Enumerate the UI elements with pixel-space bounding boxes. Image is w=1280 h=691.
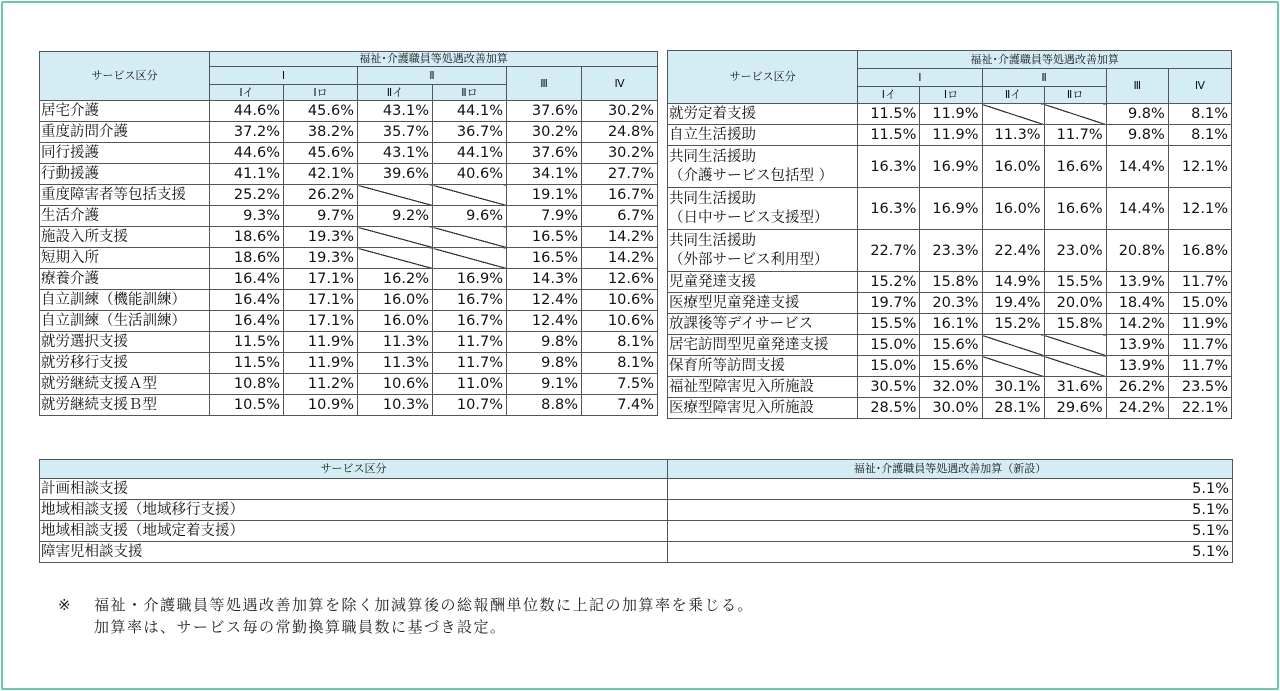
rate-cell: 16.3% — [858, 146, 920, 188]
table-row — [40, 122, 658, 143]
rate-cell: 11.9% — [284, 332, 358, 353]
rate-cell: 16.8% — [1168, 230, 1231, 272]
rate-cell: 40.6% — [433, 164, 507, 185]
rate-cell: 28.5% — [858, 398, 920, 419]
rate-cell: 12.1% — [1168, 188, 1231, 230]
service-name-line-2: （日中サービス支援型） — [669, 209, 829, 226]
not-applicable-cell — [982, 335, 1044, 356]
rate-cell: 43.1% — [358, 101, 433, 122]
rate-cell: 18.6% — [210, 227, 284, 248]
service-name-line: 自立訓練（生活訓練） — [41, 313, 186, 329]
service-name-line: 就労継続支援Ｂ型 — [41, 397, 157, 413]
rate-cell: 37.2% — [210, 122, 284, 143]
header-II-i: Ⅱイ — [358, 85, 433, 101]
rate-cell: 10.9% — [284, 395, 358, 416]
rate-cell: 16.6% — [1044, 146, 1106, 188]
rate-cell: 16.1% — [920, 314, 982, 335]
service-name: 計画相談支援 — [40, 479, 668, 500]
service-name-line: 就労選択支援 — [41, 334, 128, 350]
right-rate-table — [667, 50, 1232, 419]
table-row — [668, 377, 1232, 398]
header-I-i: Ⅰイ — [210, 85, 284, 101]
rate-cell: 11.7% — [1044, 125, 1106, 146]
table-row — [40, 500, 1233, 521]
not-applicable-cell — [982, 104, 1044, 125]
header-I-ro: Ⅰロ — [920, 87, 982, 104]
service-name: 地域相談支援（地域定着支援） — [40, 521, 668, 542]
rate-cell: 8.8% — [507, 395, 582, 416]
service-name-line: 同行援護 — [41, 145, 99, 161]
rate-cell: 42.1% — [284, 164, 358, 185]
rate-cell: 16.0% — [982, 188, 1044, 230]
service-name-line: 自立訓練（機能訓練） — [41, 292, 186, 308]
service-name-line: 共同生活援助 — [669, 232, 756, 249]
rate-cell: 8.1% — [1168, 104, 1231, 125]
table-row — [40, 143, 658, 164]
rate-cell: 9.2% — [358, 206, 433, 227]
table-row — [40, 311, 658, 332]
note-mark: ※ — [58, 596, 73, 614]
rate-cell: 16.9% — [433, 269, 507, 290]
rate-cell: 16.4% — [210, 311, 284, 332]
rate-cell: 31.6% — [1044, 377, 1106, 398]
service-name-line: 就労移行支援 — [41, 355, 128, 371]
rate-cell: 16.4% — [210, 269, 284, 290]
rate-cell: 43.1% — [358, 143, 433, 164]
header-I-i: Ⅰイ — [858, 87, 920, 104]
service-name-line: 行動援護 — [41, 166, 99, 182]
service-name-line: 自立生活援助 — [669, 127, 756, 143]
not-applicable-cell — [358, 248, 433, 269]
table-row — [668, 335, 1232, 356]
service-name — [668, 335, 858, 356]
not-applicable-cell — [433, 248, 507, 269]
rate-cell: 17.1% — [284, 269, 358, 290]
rate-cell: 32.0% — [920, 377, 982, 398]
table-row — [668, 356, 1232, 377]
rate-cell: 15.6% — [920, 335, 982, 356]
footnote — [58, 594, 754, 638]
rate-cell: 15.0% — [1168, 293, 1231, 314]
rate-cell: 11.7% — [1168, 356, 1231, 377]
rate-cell: 16.0% — [358, 311, 433, 332]
service-name-line: 生活介護 — [41, 208, 99, 224]
rate-cell: 10.7% — [433, 395, 507, 416]
rate-cell: 14.3% — [507, 269, 582, 290]
rate-cell: 30.5% — [858, 377, 920, 398]
rate-cell: 12.4% — [507, 311, 582, 332]
rate-cell: 17.1% — [284, 311, 358, 332]
service-name — [668, 377, 858, 398]
service-name-line: 共同生活援助 — [669, 190, 756, 207]
rate-cell: 9.8% — [507, 353, 582, 374]
table-row — [668, 146, 1232, 188]
rate-cell: 5.1% — [668, 500, 1233, 521]
service-name — [40, 374, 210, 395]
rate-cell: 39.6% — [358, 164, 433, 185]
service-name — [40, 353, 210, 374]
rate-cell: 45.6% — [284, 143, 358, 164]
rate-cell: 41.1% — [210, 164, 284, 185]
rate-cell: 22.1% — [1168, 398, 1231, 419]
rate-cell: 11.2% — [284, 374, 358, 395]
not-applicable-cell — [1044, 335, 1106, 356]
rate-cell: 20.3% — [920, 293, 982, 314]
service-name — [668, 146, 858, 188]
header-I-ro: Ⅰロ — [284, 85, 358, 101]
rate-cell: 11.5% — [858, 125, 920, 146]
not-applicable-cell — [433, 185, 507, 206]
table-row — [668, 230, 1232, 272]
rate-cell: 22.4% — [982, 230, 1044, 272]
service-name-line: 重度障害者等包括支援 — [41, 187, 186, 203]
service-name — [40, 248, 210, 269]
header-I: Ⅰ — [210, 67, 358, 85]
service-name: 障害児相談支援 — [40, 542, 668, 563]
rate-cell: 5.1% — [668, 542, 1233, 563]
rate-cell: 20.8% — [1106, 230, 1168, 272]
service-name — [40, 269, 210, 290]
rate-cell: 30.1% — [982, 377, 1044, 398]
table-row — [40, 395, 658, 416]
rate-cell: 29.6% — [1044, 398, 1106, 419]
table-row — [40, 479, 1233, 500]
header-kasan: 福祉･介護職員等処遇改善加算 — [858, 51, 1232, 69]
service-name — [668, 293, 858, 314]
rate-cell: 15.0% — [858, 335, 920, 356]
rate-cell: 20.0% — [1044, 293, 1106, 314]
service-name — [40, 311, 210, 332]
rate-cell: 18.6% — [210, 248, 284, 269]
rate-cell: 8.1% — [1168, 125, 1231, 146]
rate-cell: 19.4% — [982, 293, 1044, 314]
service-name — [668, 125, 858, 146]
table-row — [668, 398, 1232, 419]
table-row — [40, 206, 658, 227]
service-name — [40, 332, 210, 353]
service-name — [40, 185, 210, 206]
rate-cell: 44.6% — [210, 101, 284, 122]
rate-cell: 13.9% — [1106, 272, 1168, 293]
rate-cell: 27.7% — [582, 164, 658, 185]
table-row — [668, 272, 1232, 293]
rate-cell: 44.6% — [210, 143, 284, 164]
rate-cell: 9.8% — [1106, 125, 1168, 146]
rate-cell: 37.6% — [507, 143, 582, 164]
header-III: Ⅲ — [507, 67, 582, 101]
consultation-rate-table — [39, 459, 1233, 563]
service-name-line: 短期入所 — [41, 250, 99, 266]
rate-cell: 9.6% — [433, 206, 507, 227]
service-name-line: 児童発達支援 — [669, 274, 756, 290]
rate-cell: 30.2% — [507, 122, 582, 143]
rate-cell: 15.2% — [982, 314, 1044, 335]
header-II: Ⅱ — [358, 67, 507, 85]
rate-cell: 16.5% — [507, 248, 582, 269]
rate-cell: 16.7% — [433, 290, 507, 311]
rate-cell: 13.9% — [1106, 335, 1168, 356]
rate-cell: 14.4% — [1106, 146, 1168, 188]
rate-cell: 13.9% — [1106, 356, 1168, 377]
service-name-line-2: （介護サービス包括型 ） — [669, 167, 834, 184]
service-name-line: 医療型障害児入所施設 — [669, 400, 814, 416]
rate-cell: 16.9% — [920, 146, 982, 188]
header-kasan-new: 福祉･介護職員等処遇改善加算（新設） — [668, 460, 1233, 479]
rate-cell: 34.1% — [507, 164, 582, 185]
rate-cell: 16.5% — [507, 227, 582, 248]
service-name — [40, 101, 210, 122]
table-row — [40, 521, 1233, 542]
table-row — [668, 314, 1232, 335]
rate-cell: 23.3% — [920, 230, 982, 272]
rate-cell: 16.7% — [582, 185, 658, 206]
rate-cell: 30.2% — [582, 101, 658, 122]
rate-cell: 11.7% — [433, 332, 507, 353]
service-name-line: 居宅介護 — [41, 103, 99, 119]
rate-cell: 10.8% — [210, 374, 284, 395]
rate-cell: 16.9% — [920, 188, 982, 230]
rate-cell: 10.6% — [582, 290, 658, 311]
service-name — [668, 230, 858, 272]
service-name-line: 就労継続支援Ａ型 — [41, 376, 157, 392]
rate-cell: 44.1% — [433, 101, 507, 122]
not-applicable-cell — [1044, 356, 1106, 377]
table-row — [40, 269, 658, 290]
not-applicable-cell — [982, 356, 1044, 377]
table-row — [40, 101, 658, 122]
header-II-i: Ⅱイ — [982, 87, 1044, 104]
rate-cell: 10.5% — [210, 395, 284, 416]
table-row — [40, 332, 658, 353]
table-row — [668, 293, 1232, 314]
rate-cell: 8.1% — [582, 353, 658, 374]
rate-cell: 11.5% — [210, 353, 284, 374]
rate-cell: 14.4% — [1106, 188, 1168, 230]
rate-cell: 28.1% — [982, 398, 1044, 419]
rate-cell: 11.7% — [433, 353, 507, 374]
rate-cell: 9.8% — [507, 332, 582, 353]
rate-cell: 5.1% — [668, 479, 1233, 500]
rate-cell: 9.1% — [507, 374, 582, 395]
table-row — [40, 290, 658, 311]
rate-cell: 22.7% — [858, 230, 920, 272]
left-rate-table — [39, 51, 658, 416]
rate-cell: 11.3% — [982, 125, 1044, 146]
rate-cell: 11.3% — [358, 353, 433, 374]
rate-cell: 7.4% — [582, 395, 658, 416]
rate-cell: 12.4% — [507, 290, 582, 311]
rate-cell: 30.2% — [582, 143, 658, 164]
rate-cell: 16.0% — [982, 146, 1044, 188]
rate-cell: 8.1% — [582, 332, 658, 353]
rate-cell: 19.3% — [284, 227, 358, 248]
rate-cell: 5.1% — [668, 521, 1233, 542]
service-name — [668, 272, 858, 293]
service-name-line: 療養介護 — [41, 271, 99, 287]
table-row — [40, 164, 658, 185]
rate-cell: 11.7% — [1168, 272, 1231, 293]
header-III: Ⅲ — [1106, 69, 1168, 104]
rate-cell: 10.6% — [358, 374, 433, 395]
rate-cell: 12.6% — [582, 269, 658, 290]
service-name-line: 福祉型障害児入所施設 — [669, 379, 814, 395]
rate-cell: 44.1% — [433, 143, 507, 164]
service-name: 地域相談支援（地域移行支援） — [40, 500, 668, 521]
service-name — [668, 188, 858, 230]
rate-cell: 6.7% — [582, 206, 658, 227]
rate-cell: 11.7% — [1168, 335, 1231, 356]
service-name — [668, 356, 858, 377]
rate-cell: 15.5% — [1044, 272, 1106, 293]
service-name-line: 医療型児童発達支援 — [669, 295, 800, 311]
rate-cell: 23.5% — [1168, 377, 1231, 398]
rate-cell: 26.2% — [284, 185, 358, 206]
rate-cell: 15.8% — [1044, 314, 1106, 335]
rate-cell: 19.1% — [507, 185, 582, 206]
header-service: サービス区分 — [668, 51, 858, 104]
rate-cell: 45.6% — [284, 101, 358, 122]
rate-cell: 16.4% — [210, 290, 284, 311]
table-row — [40, 374, 658, 395]
header-kasan: 福祉･介護職員等処遇改善加算 — [210, 52, 658, 67]
rate-cell: 15.6% — [920, 356, 982, 377]
service-name-line: 保育所等訪問支援 — [669, 358, 785, 374]
table-row — [40, 542, 1233, 563]
service-name — [40, 122, 210, 143]
rate-cell: 16.2% — [358, 269, 433, 290]
rate-cell: 15.2% — [858, 272, 920, 293]
table-row — [40, 227, 658, 248]
service-name — [40, 164, 210, 185]
rate-cell: 9.7% — [284, 206, 358, 227]
note-line-1: 福祉・介護職員等処遇改善加算を除く加減算後の総報酬単位数に上記の加算率を乗じる。 — [94, 596, 755, 614]
service-name — [668, 314, 858, 335]
rate-cell: 9.8% — [1106, 104, 1168, 125]
note-line-2: 加算率は、サービス毎の常勤換算職員数に基づき設定。 — [94, 618, 507, 636]
not-applicable-cell — [433, 227, 507, 248]
rate-cell: 11.5% — [858, 104, 920, 125]
header-IV: Ⅳ — [582, 67, 658, 101]
rate-cell: 7.5% — [582, 374, 658, 395]
header-service: サービス区分 — [40, 52, 210, 101]
rate-cell: 26.2% — [1106, 377, 1168, 398]
table-row — [40, 248, 658, 269]
rate-cell: 16.6% — [1044, 188, 1106, 230]
rate-cell: 16.3% — [858, 188, 920, 230]
rate-cell: 15.8% — [920, 272, 982, 293]
rate-cell: 11.5% — [210, 332, 284, 353]
rate-cell: 14.2% — [1106, 314, 1168, 335]
rate-cell: 16.7% — [433, 311, 507, 332]
rate-cell: 11.3% — [358, 332, 433, 353]
service-name-line-2: （外部サービス利用型） — [669, 251, 829, 268]
service-name — [40, 290, 210, 311]
table-row — [668, 188, 1232, 230]
service-name — [40, 206, 210, 227]
rate-cell: 7.9% — [507, 206, 582, 227]
rate-cell: 17.1% — [284, 290, 358, 311]
service-name — [40, 227, 210, 248]
service-name — [668, 398, 858, 419]
rate-cell: 35.7% — [358, 122, 433, 143]
rate-cell: 10.3% — [358, 395, 433, 416]
rate-cell: 11.9% — [284, 353, 358, 374]
rate-cell: 25.2% — [210, 185, 284, 206]
rate-cell: 38.2% — [284, 122, 358, 143]
header-IV: Ⅳ — [1168, 69, 1231, 104]
rate-cell: 15.5% — [858, 314, 920, 335]
rate-cell: 30.0% — [920, 398, 982, 419]
rate-cell: 11.9% — [1168, 314, 1231, 335]
not-applicable-cell — [358, 185, 433, 206]
header-I: Ⅰ — [858, 69, 982, 87]
rate-cell: 24.2% — [1106, 398, 1168, 419]
not-applicable-cell — [1044, 104, 1106, 125]
table-row — [668, 125, 1232, 146]
rate-cell: 11.9% — [920, 125, 982, 146]
rate-cell: 11.0% — [433, 374, 507, 395]
rate-cell: 19.3% — [284, 248, 358, 269]
rate-cell: 23.0% — [1044, 230, 1106, 272]
rate-cell: 37.6% — [507, 101, 582, 122]
header-II-ro: Ⅱロ — [1044, 87, 1106, 104]
table-row — [668, 104, 1232, 125]
service-name — [40, 395, 210, 416]
rate-cell: 9.3% — [210, 206, 284, 227]
rate-cell: 12.1% — [1168, 146, 1231, 188]
rate-cell: 36.7% — [433, 122, 507, 143]
rate-cell: 18.4% — [1106, 293, 1168, 314]
service-name-line: 就労定着支援 — [669, 106, 756, 122]
rate-cell: 11.9% — [920, 104, 982, 125]
header-service: サービス区分 — [40, 460, 668, 479]
header-II: Ⅱ — [982, 69, 1106, 87]
rate-cell: 10.6% — [582, 311, 658, 332]
service-name — [668, 104, 858, 125]
service-name-line: 施設入所支援 — [41, 229, 128, 245]
table-row — [40, 185, 658, 206]
header-II-ro: Ⅱロ — [433, 85, 507, 101]
not-applicable-cell — [358, 227, 433, 248]
rate-cell: 24.8% — [582, 122, 658, 143]
service-name-line: 居宅訪問型児童発達支援 — [669, 337, 829, 353]
rate-cell: 15.0% — [858, 356, 920, 377]
service-name-line: 共同生活援助 — [669, 148, 756, 165]
table-row — [40, 353, 658, 374]
rate-cell: 14.2% — [582, 227, 658, 248]
rate-cell: 14.9% — [982, 272, 1044, 293]
service-name — [40, 143, 210, 164]
rate-cell: 16.0% — [358, 290, 433, 311]
rate-cell: 19.7% — [858, 293, 920, 314]
service-name-line: 重度訪問介護 — [41, 124, 128, 140]
rate-cell: 14.2% — [582, 248, 658, 269]
service-name-line: 放課後等デイサービス — [669, 316, 813, 332]
